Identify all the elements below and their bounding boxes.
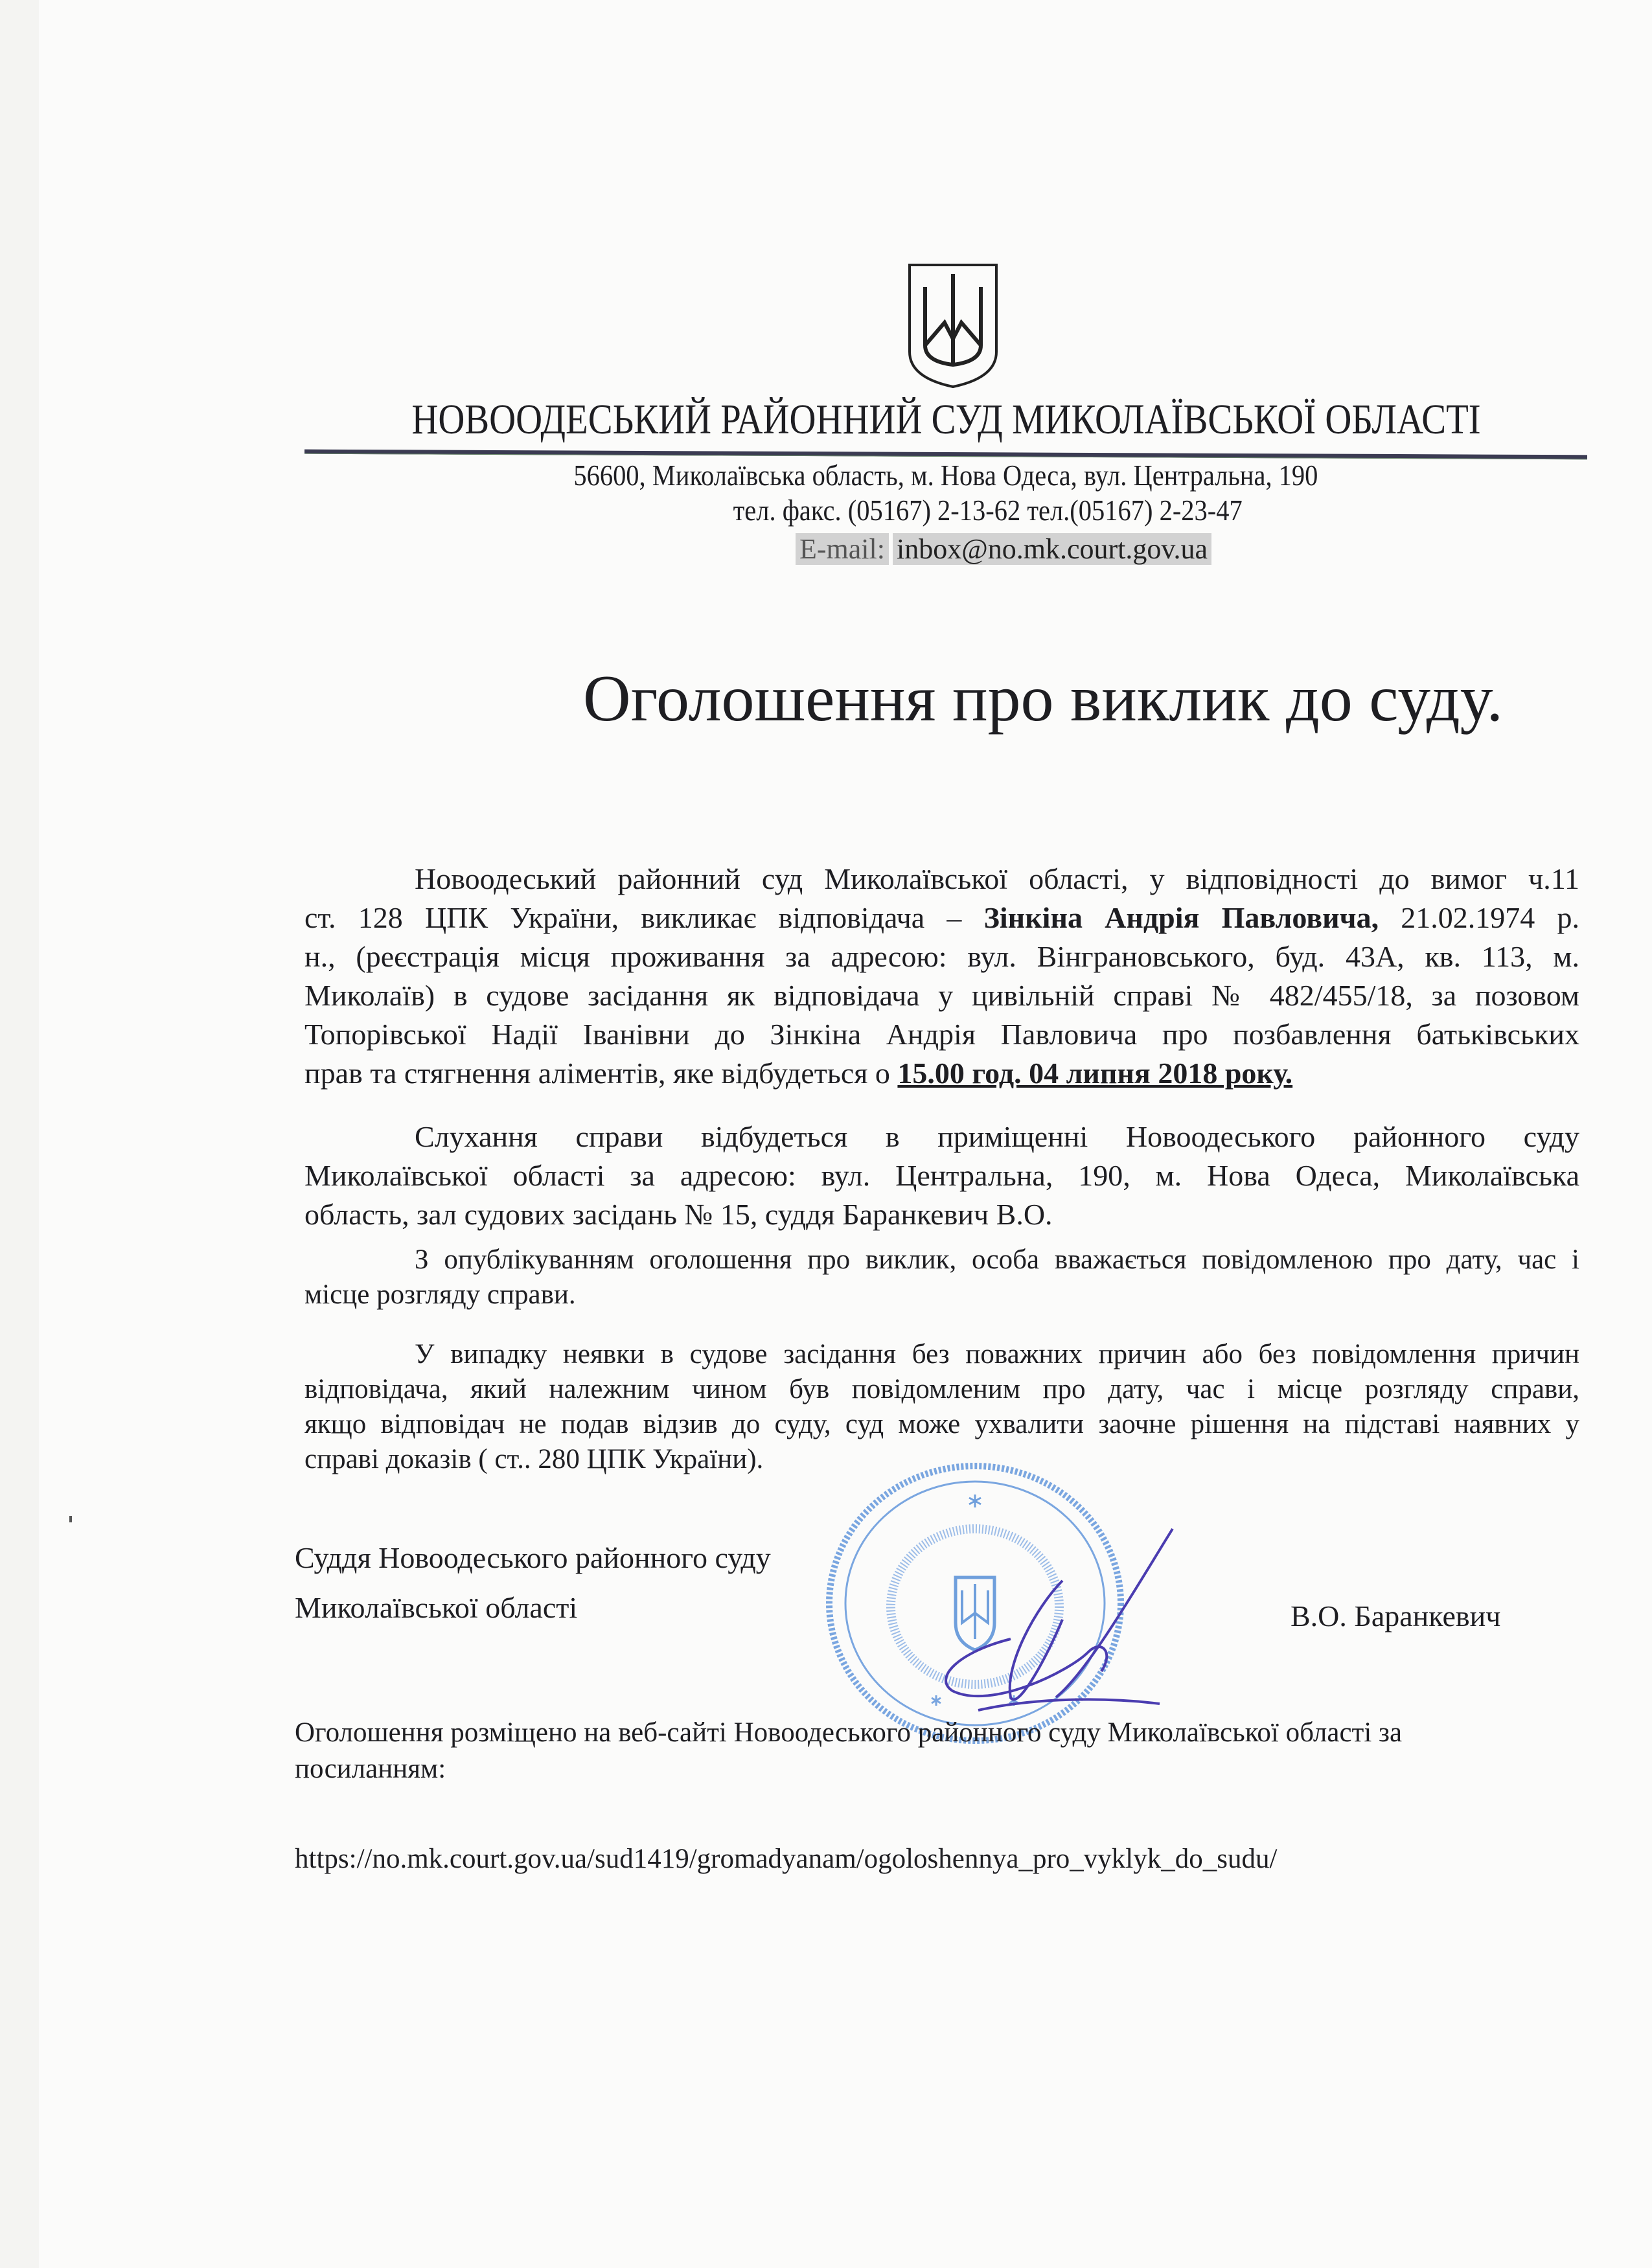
scan-mark	[69, 1516, 72, 1522]
paragraph4-line: У випадку неявки в судове засідання без поважних причин або без повідомлення причин	[415, 1339, 1579, 1369]
judge-title-line2: Миколаївської області	[295, 1591, 578, 1624]
paragraph1-line: ст. 128 ЦПК України, викликає відповідача – Зінкіна Андрія Павловича, 21.02.1974 р.	[304, 901, 1579, 934]
paragraph1-line: прав та стягнення аліментів, яке відбудеться о 15.00 год. 04 липня 2018 року.	[304, 1057, 1293, 1090]
document-title: Оголошення про виклик до суду.	[583, 662, 1503, 735]
hearing-datetime: 15.00 год. 04 липня 2018 року.	[897, 1057, 1293, 1090]
court-name-header: НОВООДЕСЬКИЙ РАЙОННИЙ СУД МИКОЛАЇВСЬКОЇ ОБЛАСТІ	[411, 396, 1481, 443]
paragraph4-line: відповідача, який належним чином був повідомленим про дату, час і місце розгляду справи,	[304, 1374, 1579, 1404]
defendant-name: Зінкіна Андрія Павловича,	[983, 901, 1379, 934]
paragraph4-line: справі доказів ( ст.. 280 ЦПК України).	[304, 1444, 764, 1474]
court-phones: тел. факс. (05167) 2-13-62 тел.(05167) 2-23-47	[733, 494, 1243, 527]
paragraph1-line: н., (реєстрація місця проживання за адресою: вул. Вінграновського, буд. 43А, кв. 113, м.	[304, 940, 1579, 973]
paragraph1-line: Топорівської Надії Іванівни до Зінкіна Андрія Павловича про позбавлення батьківських	[304, 1018, 1579, 1051]
court-email: E-mail: inbox@no.mk.court.gov.ua	[796, 533, 1211, 566]
judge-signature	[894, 1503, 1218, 1717]
coat-of-arms-icon	[906, 261, 1000, 389]
paragraph2-line: Миколаївської області за адресою: вул. Центральна, 190, м. Нова Одеса, Миколаївська	[304, 1159, 1579, 1192]
judge-name: В.О. Баранкевич	[1291, 1599, 1501, 1632]
email-address[interactable]: inbox@no.mk.court.gov.ua	[893, 533, 1211, 565]
judge-title-line1: Суддя Новоодеського районного суду	[295, 1541, 771, 1574]
paragraph2-line: Слухання справи відбудеться в приміщенні Новоодеського районного суду	[415, 1120, 1579, 1153]
paragraph1-line: Новоодеський районний суд Миколаївської області, у відповідності до вимог ч.11	[415, 862, 1579, 895]
paragraph3-line: місце розгляду справи.	[304, 1279, 576, 1310]
publication-note-line1: Оголошення розміщено на веб-сайті Новоодеського районного суду Миколаївської області за	[295, 1717, 1403, 1748]
publication-note-line2: посиланням:	[295, 1754, 446, 1784]
paragraph2-line: область, зал судових засідань № 15, суддя Баранкевич В.О.	[304, 1198, 1053, 1231]
paragraph1-line: Миколаїв) в судове засідання як відповідача у цивільній справі № 482/455/18, за позовом	[304, 979, 1579, 1012]
paragraph4-line: якщо відповідач не подав відзив до суду, суд може ухвалити заочне рішення на підставі наявних у	[304, 1409, 1579, 1439]
publication-url-link[interactable]: https://no.mk.court.gov.ua/sud1419/gromadyanam/ogoloshennya_pro_vyklyk_do_sudu/	[295, 1844, 1278, 1874]
court-address: 56600, Миколаївська область, м. Нова Одеса, вул. Центральна, 190	[573, 459, 1318, 492]
paragraph3-line: З опублікуванням оголошення про виклик, особа вважається повідомленою про дату, час і	[415, 1244, 1579, 1275]
